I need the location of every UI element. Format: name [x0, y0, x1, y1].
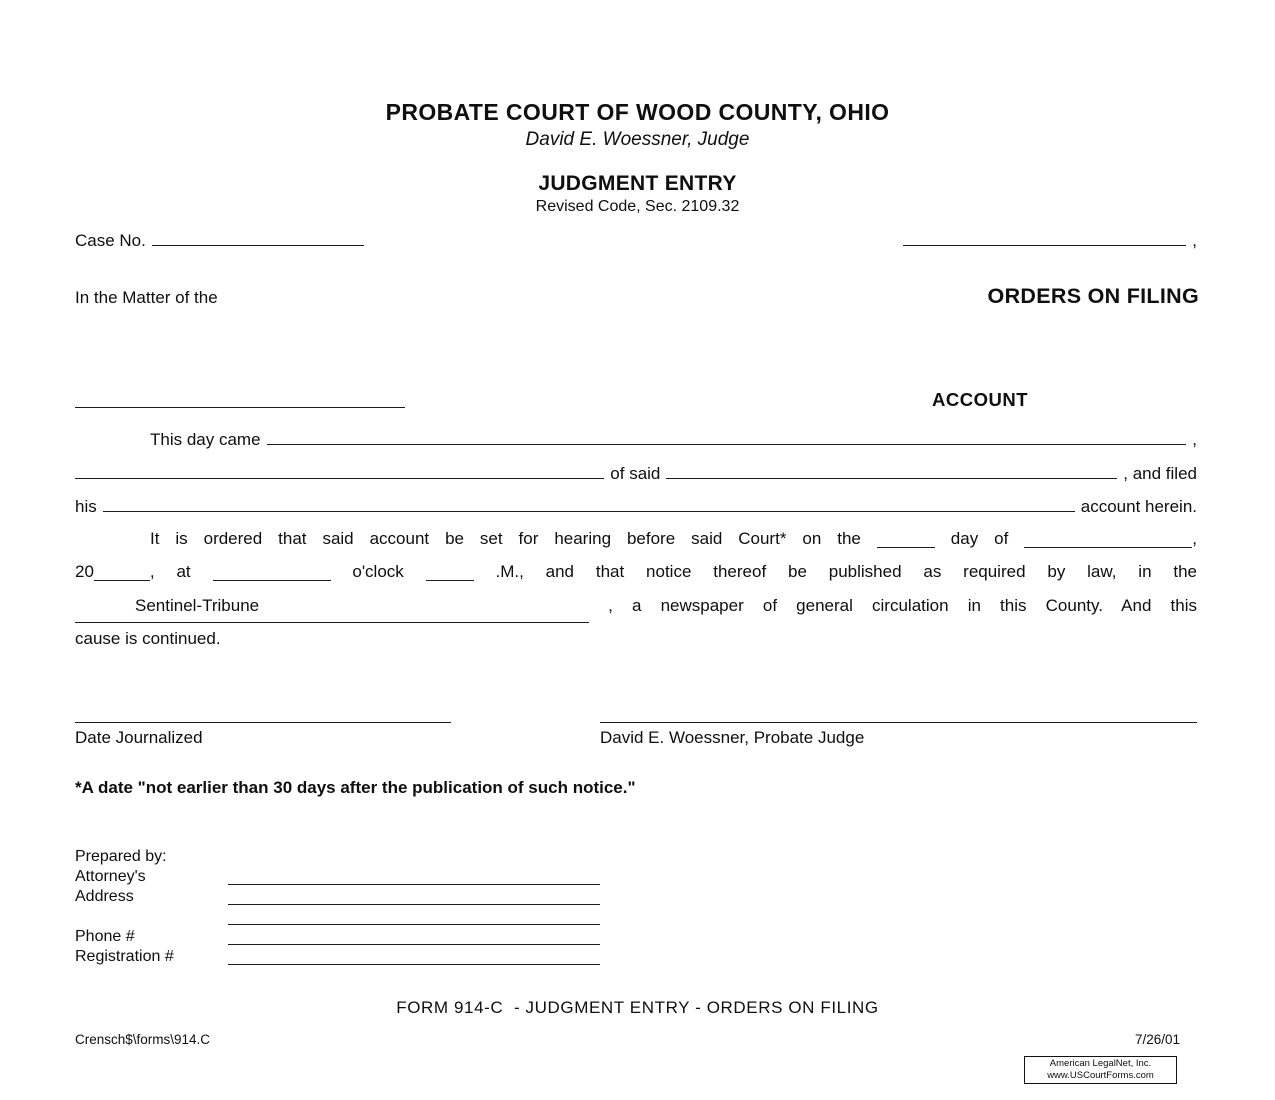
body-text-segment: , [1192, 430, 1197, 449]
document-header [0, 99, 1275, 216]
hearing-date-footnote: *A date "not earlier than 30 days after the publication of such notice." [75, 778, 636, 797]
hearing-day-blank [877, 547, 935, 548]
body-text-segment: , a newspaper of general circulation in this County. And this [608, 595, 1197, 615]
hearing-month-blank [1024, 547, 1192, 548]
matter-name-blank [75, 407, 405, 408]
body-text-segment: of said [610, 463, 661, 483]
body-line-1 [75, 421, 1197, 455]
date-journalized-label: Date Journalized [75, 728, 203, 747]
hearing-time-blank [213, 580, 331, 581]
case-number-blank [152, 245, 364, 246]
registration-line [228, 962, 600, 965]
address-line-1 [228, 902, 600, 905]
body-line-5 [75, 555, 1197, 589]
orders-on-filing-label: ORDERS ON FILING [987, 284, 1199, 308]
address-label: Address [75, 888, 134, 905]
matter-label: In the Matter of the [75, 288, 218, 307]
phone-line [228, 942, 600, 945]
registration-label: Registration # [75, 948, 174, 965]
fill-in-blank [267, 444, 1187, 445]
court-title: PROBATE COURT OF WOOD COUNTY, OHIO [385, 99, 890, 125]
form-subtitle: Revised Code, Sec. 2109.32 [535, 198, 740, 215]
body-text-segment: , and filed [1123, 463, 1197, 483]
caption-right-comma: , [1192, 231, 1197, 250]
body-text-segment: day of [950, 528, 1009, 548]
legalnet-stamp [1024, 1056, 1177, 1084]
body-line-2 [75, 455, 1197, 489]
fill-in-blank [75, 478, 604, 479]
address-extra-label [75, 907, 228, 927]
newspaper-name-line [75, 589, 589, 624]
body-line-3 [75, 488, 1197, 522]
judge-signature-label: David E. Woessner, Probate Judge [600, 728, 865, 747]
form-title: JUDGMENT ENTRY [538, 172, 737, 195]
body-text-segment: .M., and that notice thereof be published as required by law, in the [495, 562, 1197, 581]
case-number-row [75, 231, 1197, 251]
body-line-4 [75, 522, 1197, 556]
address-line-2 [228, 922, 600, 925]
attorney-name-line [228, 882, 600, 885]
date-journalized-line [75, 722, 451, 723]
hearing-year-blank [94, 580, 150, 581]
am-pm-blank [426, 580, 474, 581]
case-no-label: Case No. [75, 231, 146, 250]
form-identifier-line: FORM 914-C - JUDGMENT ENTRY - ORDERS ON FILING [396, 998, 879, 1017]
body-text-segment: account herein. [1080, 497, 1197, 516]
body-text-segment: his [75, 497, 97, 516]
body-text-segment: This day came [150, 430, 261, 449]
legalnet-company: American LegalNet, Inc. [1049, 1058, 1152, 1069]
judge-signature-line [600, 722, 1197, 723]
account-label: ACCOUNT [932, 389, 1028, 410]
order-body [75, 421, 1197, 656]
caption-right-blank [903, 245, 1186, 246]
matter-row [75, 284, 1199, 309]
fill-in-blank [103, 511, 1075, 512]
body-text-segment: 20 [75, 562, 94, 581]
phone-label: Phone # [75, 928, 135, 945]
body-text-segment: o'clock [352, 562, 404, 581]
fill-in-blank [666, 478, 1117, 479]
body-line-6 [75, 589, 1197, 623]
file-reference: Crensch$\forms\914.C [75, 1032, 211, 1047]
revision-date: 7/26/01 [1134, 1032, 1180, 1047]
body-line-7: cause is continued. [75, 629, 221, 648]
body-text-segment: , [1192, 528, 1197, 548]
judge-name: David E. Woessner, Judge [525, 129, 750, 150]
attorney-label: Attorney's [75, 868, 146, 885]
prepared-by-title: Prepared by: [75, 848, 167, 865]
newspaper-name: Sentinel-Tribune [135, 595, 260, 615]
body-text-segment: , at [149, 562, 191, 581]
body-text-segment: It is ordered that said account be set for hearing before said Court* on the [150, 528, 861, 548]
legalnet-website: www.USCourtForms.com [1047, 1070, 1154, 1081]
prepared-by-block [75, 847, 600, 967]
